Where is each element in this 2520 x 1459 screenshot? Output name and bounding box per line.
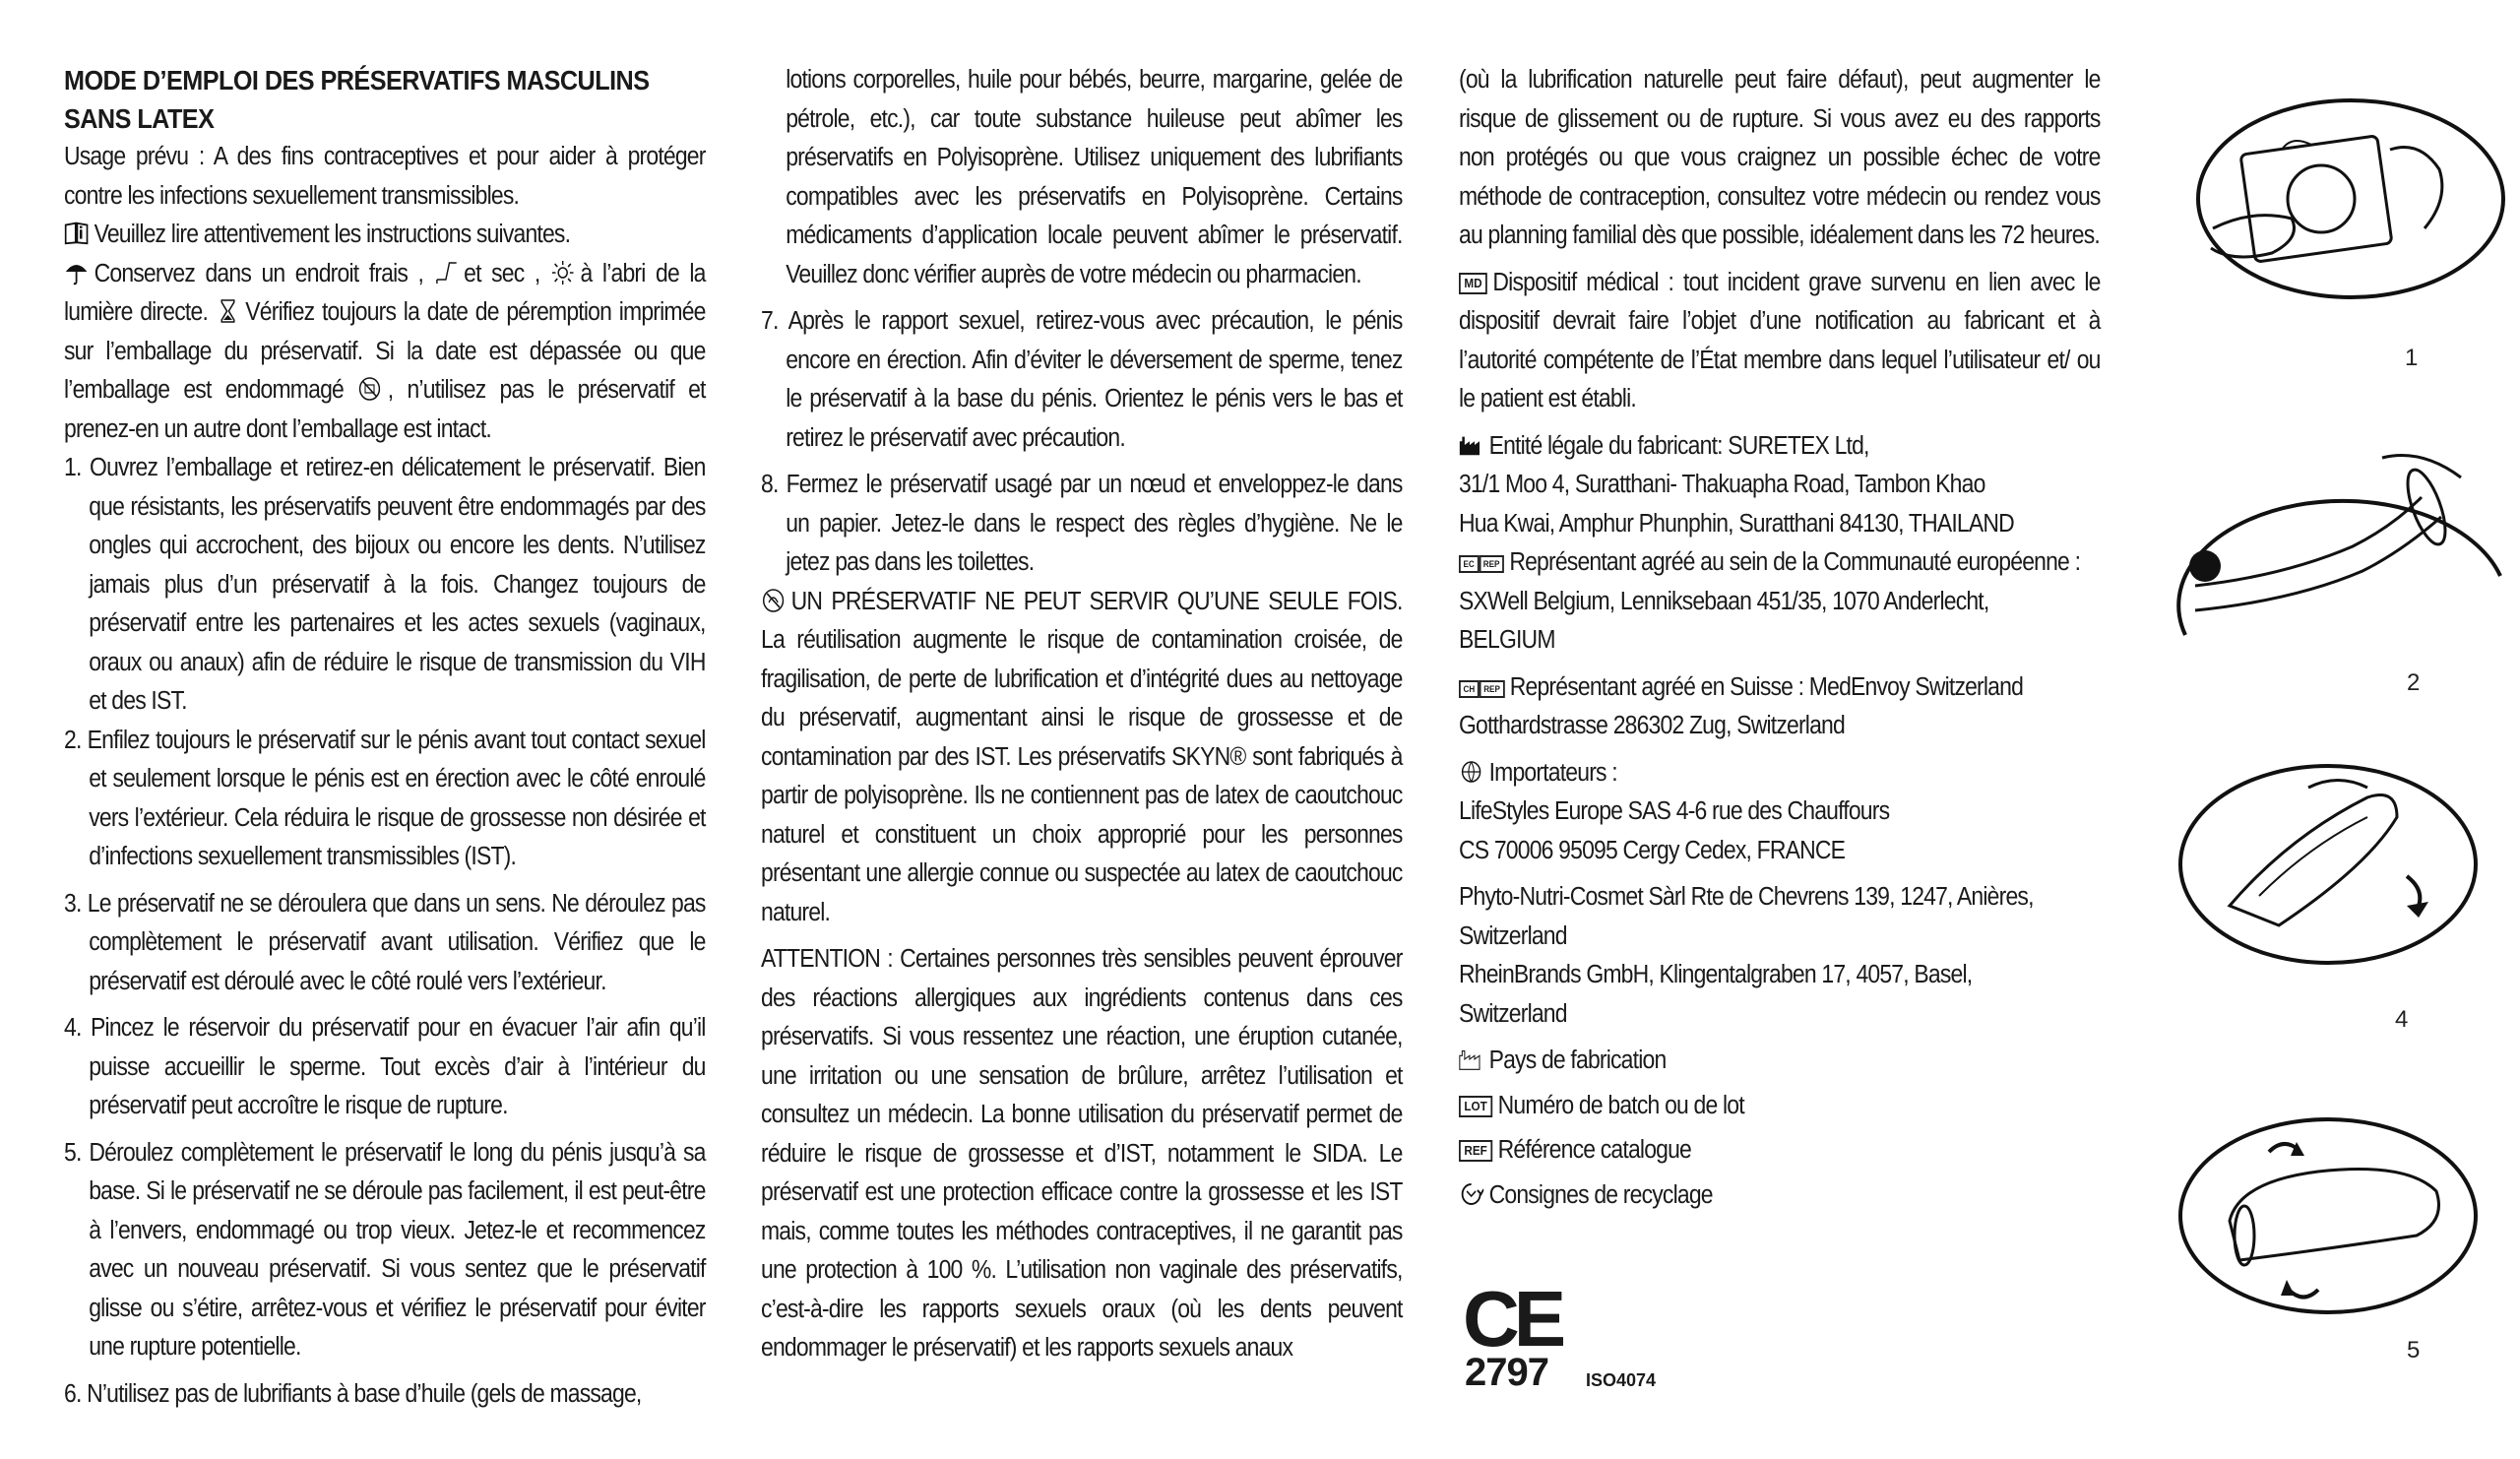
- importer-3-line1: RheinBrands GmbH, Klingentalgraben 17, 4057, Basel,: [1459, 961, 1973, 988]
- figure-number-2: 2: [2407, 669, 2421, 696]
- manufacturer-address-line2: Hua Kwai, Amphur Phunphin, Suratthani 84130, THAILAND: [1459, 509, 2014, 538]
- importer-1-line1: LifeStyles Europe SAS 4-6 rue des Chauffours: [1459, 797, 1890, 825]
- notified-body-number: 2797: [1465, 1351, 1548, 1394]
- manufacturer-factory-icon: [1459, 432, 1483, 458]
- column-3: [1459, 61, 2101, 1215]
- rep-label: REP: [1479, 555, 1504, 573]
- iso-standard: ISO4074: [1586, 1370, 1657, 1390]
- ch-label: CH: [1459, 680, 1480, 698]
- unroll-condom-drawing: [2166, 438, 2510, 665]
- country-of-manufacture: [1459, 1042, 2101, 1081]
- ch-rep-title: Représentant agréé en Suisse : MedEnvoy Switzerland: [1509, 672, 2024, 701]
- figure-number-4: 4: [2395, 1006, 2409, 1033]
- md-symbol: MD: [1459, 273, 1487, 294]
- recycle-line: [1459, 1176, 2101, 1216]
- illustration-1: [2193, 91, 2508, 317]
- unroll-to-base-drawing: [2171, 1112, 2495, 1329]
- importer-3-line2: Switzerland: [1459, 999, 1567, 1028]
- storage-dry-text: et sec ,: [464, 259, 540, 287]
- figure-number-1: 1: [2405, 345, 2419, 371]
- read-instructions-line: [64, 216, 706, 255]
- step-3: 3. Le préservatif ne se déroulera que dans un sens. Ne déroulez pas complètement le préservatif avant utilisation. Vérifiez que le préservatif est déroulé avec le côté roulé vers l’extérieur.: [64, 889, 706, 995]
- intended-use: Usage prévu : A des fins contraceptives et pour aider à protéger contre les infections sexuellement transmissibles.: [64, 143, 706, 210]
- damaged-package-icon: [357, 376, 382, 402]
- importer-1-line2: CS 70006 95095 Cergy Cedex, FRANCE: [1459, 836, 1846, 864]
- lot-line: [1459, 1087, 2101, 1126]
- illustration-5: [2171, 1112, 2495, 1329]
- importers-title: Importateurs :: [1488, 758, 1617, 787]
- ce-mark: CE: [1463, 1275, 1561, 1363]
- figure-number-5: 5: [2407, 1337, 2421, 1364]
- ref-symbol: REF: [1459, 1140, 1492, 1162]
- sunlight-icon: [550, 260, 575, 285]
- recycle-icon: [1459, 1181, 1483, 1207]
- ch-rep-label: REP: [1480, 680, 1505, 698]
- document-title: MODE D’EMPLOI DES PRÉSERVATIFS MASCULINS SANS LATEX: [64, 65, 650, 134]
- importer-2-line1: Phyto-Nutri-Cosmet Sàrl Rte de Chevrens 139, 1247, Anières,: [1459, 883, 2034, 911]
- country-text: Pays de fabrication: [1488, 1047, 1667, 1074]
- manufacturer-address-line1: 31/1 Moo 4, Suratthani- Thakuapha Road, Tambon Khao: [1459, 471, 1985, 498]
- column-2: [761, 61, 1403, 1368]
- step-2: 2. Enfilez toujours le préservatif sur le pénis avant tout contact sexuel et seulement lorsque le pénis est en érection avec le côté enroulé vers l’extérieur. Cela réduira le risque de grossesse non désirée et d’infections sexuellement transmissibles (IST).: [64, 726, 706, 870]
- single-use-paragraph: [761, 583, 1403, 933]
- ec-label: EC: [1459, 555, 1479, 573]
- country-factory-icon: [1459, 1047, 1483, 1072]
- storage-line: [64, 255, 706, 450]
- lot-symbol: LOT: [1459, 1096, 1492, 1117]
- expiry-end-text: , n’utilisez pas le préservatif et prenez-en un autre dont l’emballage est intact.: [64, 376, 706, 443]
- importer-2-block: [1459, 878, 2101, 1034]
- medical-device-paragraph: [1459, 264, 2101, 419]
- ec-rep-address-line1: SXWell Belgium, Lenniksebaan 451/35, 1070 Anderlecht,: [1459, 587, 1989, 615]
- ec-rep-address-line2: BELGIUM: [1459, 626, 1555, 654]
- book-info-icon: [64, 221, 89, 246]
- storage-light-text: à l’abri de la lumière directe.: [64, 259, 706, 326]
- ref-text: Référence catalogue: [1497, 1136, 1692, 1164]
- anal-risk-continued: (où la lubrification naturelle peut faire défaut), peut augmenter le risque de glissement ou de rupture. Si vous avez eu des rapports non protégés ou que vous craignez un possible échec de votre méthode de contraception, consultez votre médecin ou rendez vous au planning familial dès que possible, idéalement dans les 72 heures.: [1459, 66, 2101, 249]
- ec-rep-symbol: [1459, 555, 1504, 573]
- importer-2-line2: Switzerland: [1459, 921, 1567, 950]
- hourglass-icon: [216, 298, 240, 324]
- step-7: 7. Après le rapport sexuel, retirez-vous avec précaution, le pénis encore en érection. Afin d’éviter le déversement de sperme, tenez le préservatif à la base du pénis. Orientez le pénis vers le bas et retirez le préservatif avec précaution.: [761, 307, 1403, 452]
- column-1: [64, 61, 706, 1414]
- expiry-text: Vérifiez toujours la date de péremption imprimée sur l’emballage du préservatif. Si la date est dépassée ou que l’emballage est endommagé: [64, 298, 706, 404]
- step-5: 5. Déroulez complètement le préservatif le long du pénis jusqu’à sa base. Si le préservatif ne se déroule pas facilement, il est peut-être à l’envers, endommagé ou trop vieux. Jetez-le et recommencez avec un nouveau préservatif. Si vous sentez que le préservatif glisse ou s’étire, arrêtez-vous et vérifiez le préservatif pour éviter une rupture potentielle.: [64, 1138, 706, 1361]
- importers-block: [1459, 754, 2101, 871]
- illustration-4: [2171, 758, 2495, 984]
- umbrella-icon: [64, 260, 89, 285]
- pinch-reservoir-drawing: [2171, 758, 2495, 984]
- manufacturer-name: Entité légale du fabricant: SURETEX Ltd,: [1488, 431, 1869, 460]
- step-8: 8. Fermez le préservatif usagé par un nœud et enveloppez-le dans un papier. Jetez-le dans le respect des règles d’hygiène. Ne le jetez pas dans les toilettes.: [761, 471, 1403, 576]
- manufacturer-block: [1459, 427, 2101, 544]
- single-use-text: UN PRÉSERVATIF NE PEUT SERVIR QU’UNE SEULE FOIS. La réutilisation augmente le risque de contamination croisée, de fragilisation, de perte de lubrification et d’intégrité dues au nettoyage du préservatif, augmentant ainsi le risque de grossesse et de contamination par des IST. Les préservatifs SKYN® sont fabriqués à partir de polyisoprène. Ils ne contiennent pas de latex de caoutchouc naturel et constituent un choix approprié pour les personnes présentant une allergie connue ou suspectée au latex de caoutchouc naturel.: [761, 587, 1403, 926]
- recycle-text: Consignes de recyclage: [1488, 1180, 1713, 1209]
- ch-rep-block: [1459, 668, 2101, 746]
- open-package-drawing: [2193, 91, 2508, 317]
- importer-globe-icon: [1459, 759, 1483, 785]
- step-4: 4. Pincez le réservoir du préservatif pour en évacuer l’air afin qu’il puisse accueillir le sperme. Tout excès d’air à l’intérieur du préservatif peut accroître le risque de rupture.: [64, 1014, 706, 1119]
- ec-rep-title: Représentant agréé au sein de la Communauté européenne :: [1509, 548, 2081, 576]
- step-6-continued: lotions corporelles, huile pour bébés, beurre, margarine, gelée de pétrole, etc.), car toute substance huileuse peut abîmer les préservatifs en Polyisoprène. Utilisez uniquement des lubrifiants compatibles avec les préservatifs en Polyisoprène. Certains médicaments d’application locale peuvent abîmer le préservatif. Veuillez donc vérifier auprès de votre médecin ou pharmacien.: [786, 66, 1403, 288]
- ref-line: [1459, 1131, 2101, 1171]
- ec-rep-block: [1459, 543, 2101, 661]
- attention-paragraph: ATTENTION : Certaines personnes très sensibles peuvent éprouver des réactions allergiques aux ingrédients contenus dans ces préservatifs. Si vous ressentez une réaction, une éruption cutanée, une irritation ou une sensation de brûlure, arrêtez l’utilisation et consultez un médecin. La bonne utilisation du préservatif permet de réduire le risque de grossesse et d’IST, notamment le SIDA. Le préservatif est une protection efficace contre la grossesse et les IST mais, comme toutes les méthodes contraceptives, il ne garantit pas une protection à 100 %. L’utilisation non vaginale des préservatifs, c’est-à-dire les rapports sexuels oraux (où les dents peuvent endommager le préservatif) et les rapports sexuels anaux: [761, 945, 1403, 1362]
- illustration-2: [2166, 438, 2510, 665]
- ch-rep-address: Gotthardstrasse 286302 Zug, Switzerland: [1459, 712, 1845, 739]
- storage-cool-text: Conservez dans un endroit frais ,: [94, 259, 424, 287]
- temperature-limit-icon: [434, 260, 459, 285]
- do-not-reuse-icon: [761, 588, 786, 613]
- medical-device-text: Dispositif médical : tout incident grave survenu en lien avec le dispositif devrait faire l’objet d’une notification au fabricant et à l’autorité compétente de l’État membre dans lequel l’utilisateur et/ ou le patient est établi.: [1459, 268, 2101, 412]
- step-6: 6. N’utilisez pas de lubrifiants à base d’huile (gels de massage,: [64, 1379, 642, 1408]
- read-instructions-text: Veuillez lire attentivement les instructions suivantes.: [94, 221, 571, 248]
- lot-text: Numéro de batch ou de lot: [1497, 1091, 1744, 1119]
- step-1: 1. Ouvrez l’emballage et retirez-en délicatement le préservatif. Bien que résistants, les préservatifs peuvent être endommagés par des ongles qui accrochent, des bijoux ou encore les dents. N’utilisez jamais plus d’un préservatif à la fois. Changez toujours de préservatif entre les partenaires et les actes sexuels (vaginaux, oraux ou anaux) afin de réduire le risque de transmission du VIH et des IST.: [64, 454, 706, 715]
- ch-rep-symbol: [1459, 680, 1504, 698]
